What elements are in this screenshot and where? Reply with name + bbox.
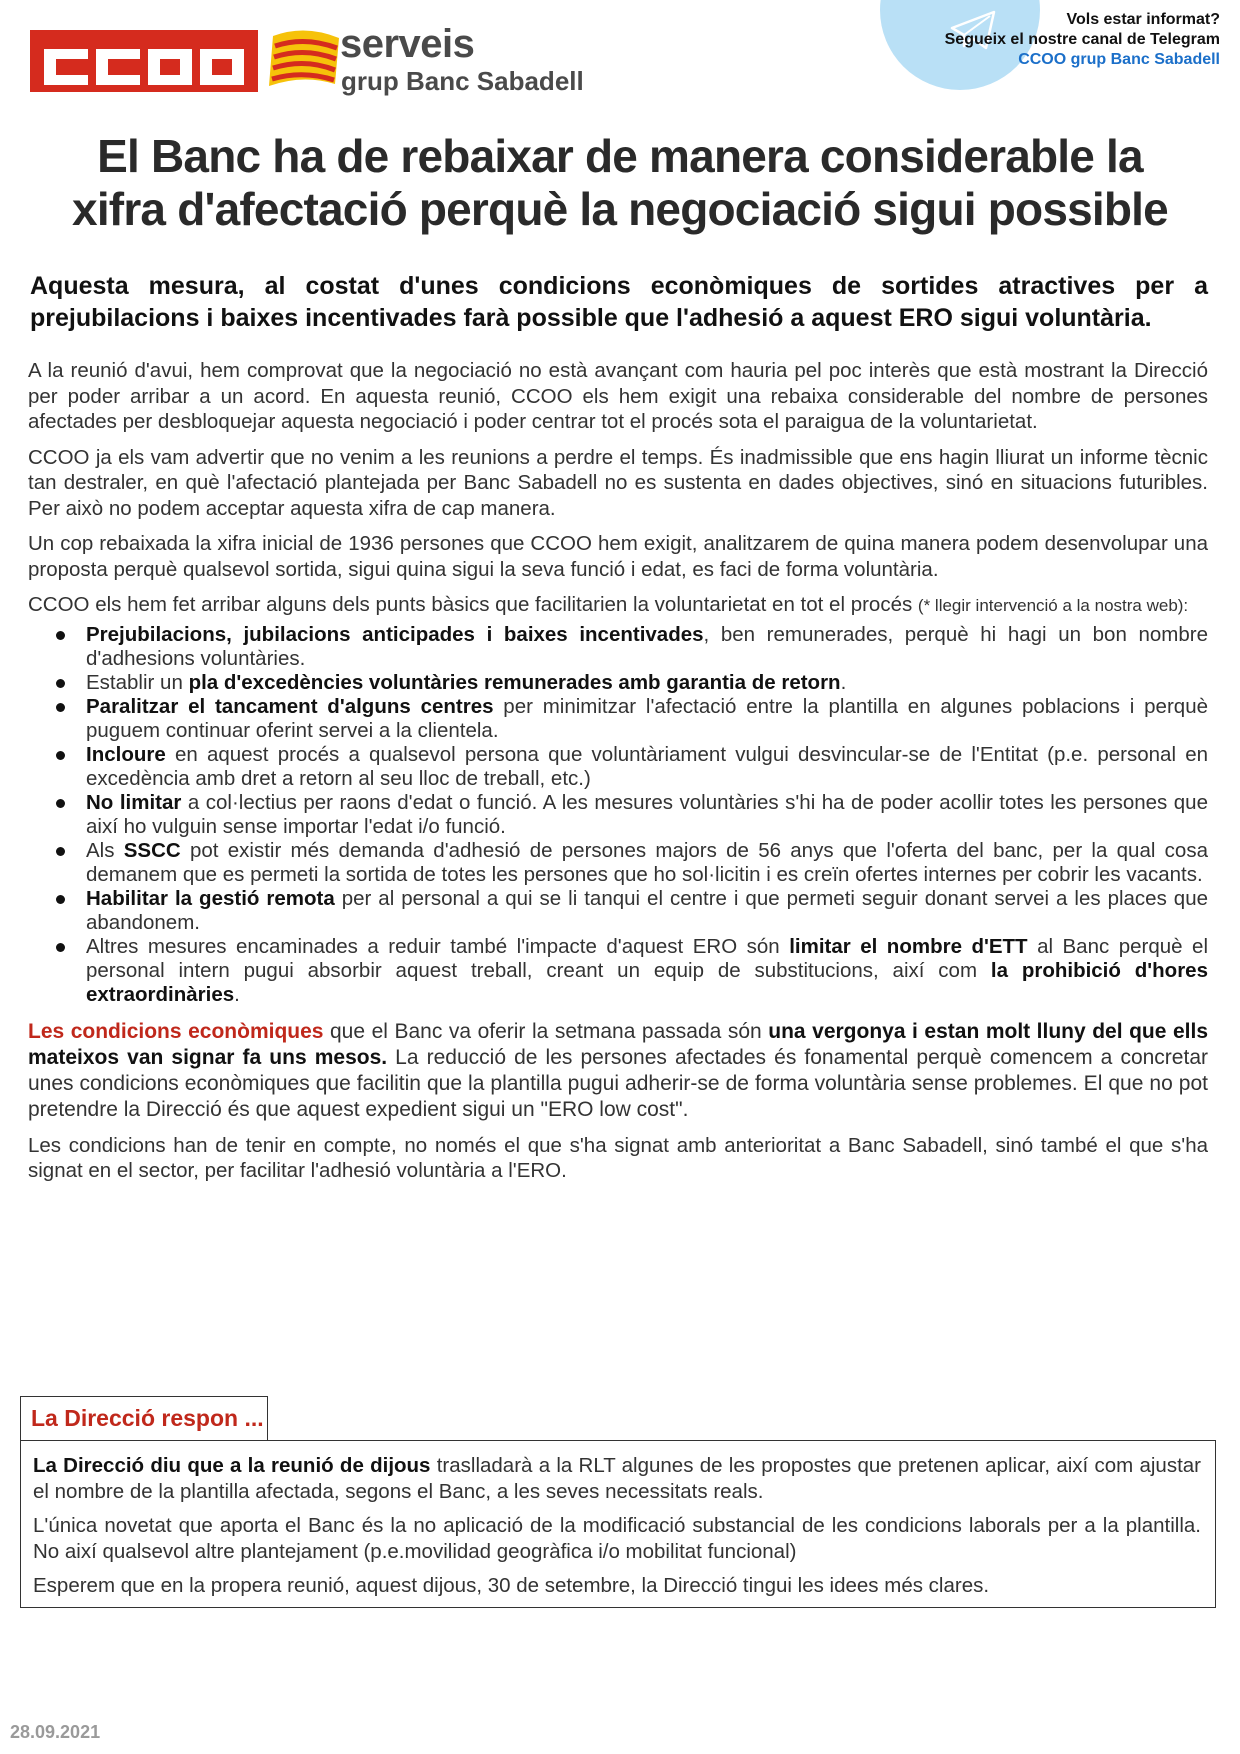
web-note: (* llegir intervenció a la nostra web): — [917, 596, 1189, 615]
catalan-flag-icon — [265, 28, 343, 92]
list-item: No limitar a col·lectius per raons d'edat o funció. A les mesures voluntàries s'hi ha de poder acollir totes les persones que així ho vulguin sense importar l'edat i/o funció. — [86, 790, 1208, 838]
list-item: Incloure en aquest procés a qualsevol persona que voluntàriament vulgui desvincular-se de l'Entitat (p.e. personal en excedència amb dret a retorn al seu lloc de treball, etc.) — [86, 742, 1208, 790]
direccio-paragraph-1: La Direcció diu que a la reunió de dijous traslladarà a la RLT algunes de les propostes que pretenen aplicar, així com ajustar el nombre de la plantilla afectada, segons el Banc, a les seves necessitats reals. — [33, 1454, 1202, 1503]
brand-group: grup Banc Sabadell — [341, 66, 584, 96]
list-item: Als SSCC pot existir més demanda d'adhesió de persones majors de 56 anys que l'oferta del banc, per la qual cosa demanem que es permeti la sortida de totes les persones que ho sol·licitin i es creïn ofertes internes per cobrir les vacants. — [86, 838, 1208, 886]
title-line-1: El Banc ha de rebaixar de manera considerable la — [97, 130, 1143, 182]
telegram-line-1: Vols estar informat? — [1066, 11, 1220, 28]
paragraph-2: CCOO ja els vam advertir que no venim a les reunions a perdre el temps. És inadmissible que ens hagin lliurat un informe tècnic tan destraler, en què l'afectació plantejada per Banc Sabadell no es sustenta en dades objectives, sinó en situacions futuribles. Per això no podem acceptar aquesta xifra de cap manera. — [28, 445, 1208, 520]
list-item: Habilitar la gestió remota per al personal a qui se li tanqui el centre i que permeti seguir donant servei a les places que abandonem. — [86, 886, 1208, 934]
direccio-paragraph-3: Esperem que en la propera reunió, aquest dijous, 30 de setembre, la Direcció tingui les idees més clares. — [33, 1574, 990, 1597]
direccio-tab-label: La Direcció respon ... — [31, 1405, 264, 1431]
telegram-promo[interactable] — [880, 0, 1240, 90]
points-list — [28, 623, 1208, 1007]
subtitle: Aquesta mesura, al costat d'unes condicions econòmiques de sortides atractives per a prejubilacions i baixes incentivades farà possible que l'adhesió a aquest ERO sigui voluntària. — [30, 272, 1208, 332]
ccoo-logo — [30, 22, 630, 100]
list-item: Establir un pla d'excedències voluntàries remunerades amb garantia de retorn. — [86, 671, 1208, 695]
final-paragraph: Les condicions han de tenir en compte, no només el que s'ha signat amb anterioritat a Banc Sabadell, sinó també el que s'ha signat en el sector, per facilitar l'adhesió voluntària a l'ERO. — [28, 1133, 1208, 1182]
telegram-line-2: Segueix el nostre canal de Telegram — [944, 31, 1220, 48]
direccio-tab — [20, 1396, 268, 1440]
page-title — [40, 130, 1200, 236]
list-item: Paralitzar el tancament d'alguns centres per minimitzar l'afectació entre la plantilla en algunes poblacions i perquè puguem continuar oferint servei a la clientela. — [86, 694, 1208, 742]
list-item: Altres mesures encaminades a reduir també l'impacte d'aquest ERO són limitar el nombre d'ETT al Banc perquè el personal intern pugui absorbir aquest treball, creant un equip de substitucions, així com la prohibició d'hores extraordinàries. — [86, 934, 1208, 1006]
direccio-box — [20, 1440, 1216, 1608]
telegram-text — [945, 10, 1220, 70]
ccoo-logo-mark — [30, 30, 258, 92]
list-item: Prejubilacions, jubilacions anticipades i baixes incentivades, ben remunerades, perquè hi hagi un bon nombre d'adhesions voluntàries. — [86, 622, 1208, 670]
title-line-2: xifra d'afectació perquè la negociació sigui possible — [72, 183, 1168, 235]
publication-date: 28.09.2021 — [10, 1722, 101, 1742]
paragraph-1: A la reunió d'avui, hem comprovat que la negociació no està avançant com hauria pel poc interès que està mostrant la Direcció per poder arribar a un acord. En aquesta reunió, CCOO els hem exigit una rebaixa considerable del nombre de persones afectades per desbloquejar aquesta negociació i poder centrar tot el procés sota el paraigua de la voluntarietat. — [28, 359, 1208, 433]
article-body — [28, 358, 1208, 1194]
conditions-highlight: Les condicions econòmiques — [28, 1019, 324, 1043]
paragraph-3: Un cop rebaixada la xifra inicial de 1936 persones que CCOO hem exigit, analitzarem de quina manera podem desenvolupar una proposta perquè qualsevol sortida, sigui quina sigui la seva funció i edat, es faci de forma voluntària. — [28, 532, 1208, 581]
brand-name: serveis — [340, 22, 475, 66]
paragraph-4-main: CCOO els hem fet arribar alguns dels punts bàsics que facilitarien la voluntarietat en tot el procés — [28, 593, 918, 616]
paragraph-4 — [28, 592, 1208, 619]
telegram-channel-link[interactable]: CCOO grup Banc Sabadell — [1018, 51, 1220, 68]
conditions-paragraph: Les condicions econòmiques que el Banc va oferir la setmana passada són una vergonya i estan molt lluny del que ells mateixos van signar fa uns mesos. La reducció de les persones afectades és fonamental perquè comencem a concretar unes condicions econòmiques que facilitin que la plantilla pugui adherir-se de forma voluntària sense problemes. El que no pot pretendre la Direcció és que aquest expedient sigui un "ERO low cost". — [28, 1019, 1208, 1121]
direccio-paragraph-2: L'única novetat que aporta el Banc és la no aplicació de la modificació substancial de les condicions laborals per a la plantilla. No així qualsevol altre plantejament (p.e.movilidad geogràfica i/o mobilitat funcional) — [33, 1514, 1201, 1563]
